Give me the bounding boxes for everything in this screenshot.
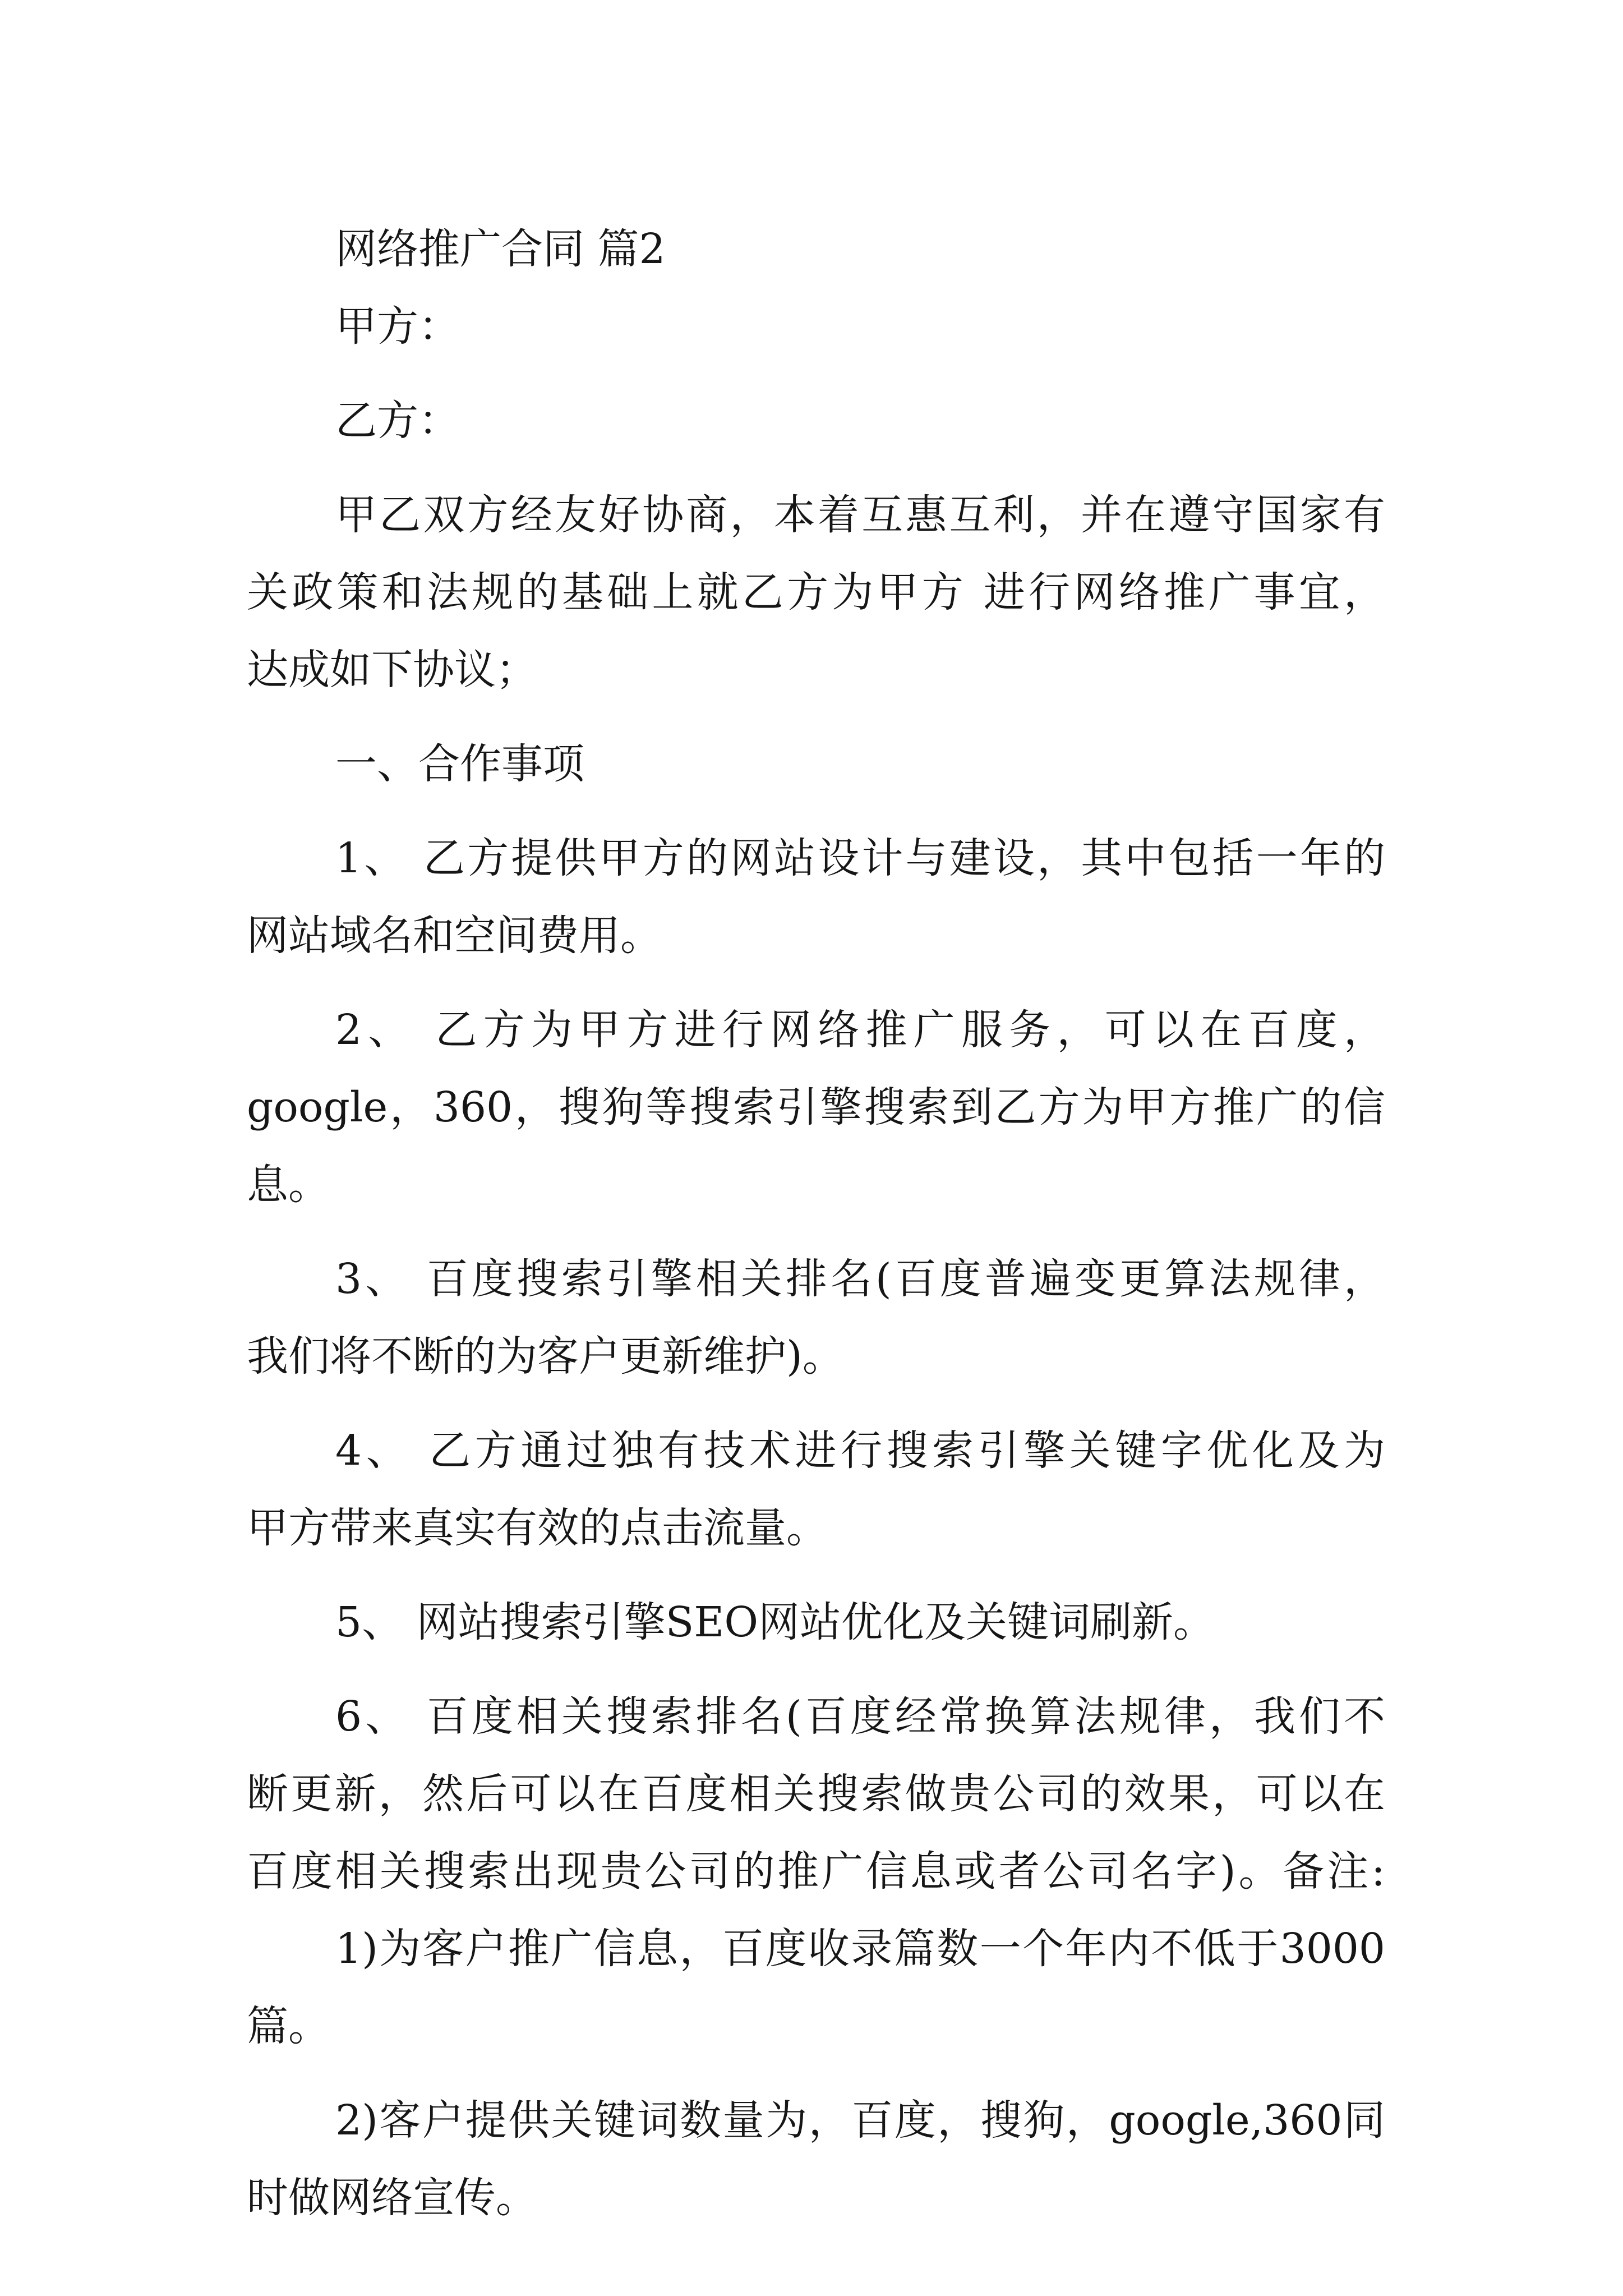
intro-line: 关政策和法规的基础上就乙方为甲方 进行网络推广事宜， xyxy=(247,568,1385,616)
note-item-line: 篇。 xyxy=(247,2002,330,2050)
list-item-line: 网站域名和空间费用。 xyxy=(247,912,662,960)
document-title: 网络推广合同 篇2 xyxy=(335,225,666,273)
list-item-line: 6、 百度相关搜索排名(百度经常换算法规律，我们不 xyxy=(335,1692,1385,1741)
party-b-label: 乙方： xyxy=(335,397,460,445)
list-item-line: 2、 乙方为甲方进行网络推广服务，可以在百度， xyxy=(335,1006,1385,1054)
intro-line: 甲乙双方经友好协商，本着互惠互利，并在遵守国家有 xyxy=(335,491,1385,539)
list-item-line: 4、 乙方通过独有技术进行搜索引擎关键字优化及为 xyxy=(335,1427,1385,1475)
section-heading: 一、合作事项 xyxy=(335,740,584,788)
list-item-line: 断更新，然后可以在百度相关搜索做贵公司的效果，可以在 xyxy=(247,1770,1385,1818)
list-item xyxy=(247,820,1385,974)
list-item-line: 3、 百度搜索引擎相关排名(百度普遍变更算法规律， xyxy=(335,1255,1385,1303)
list-item xyxy=(247,1412,1385,1567)
list-item-line: 百度相关搜索出现贵公司的推广信息或者公司名字)。备注: xyxy=(247,1847,1385,1895)
list-item-line: 5、 网站搜索引擎SEO网站优化及关键词刷新。 xyxy=(335,1598,1215,1646)
list-item-line: google，360，搜狗等搜索引擎搜索到乙方为甲方推广的信 xyxy=(247,1083,1385,1131)
note-item xyxy=(247,2082,1385,2237)
note-item-line: 时做网络宣传。 xyxy=(247,2174,537,2222)
list-item-line: 息。 xyxy=(247,1161,330,1209)
note-item-line: 1)为客户推广信息，百度收录篇数一个年内不低于3000 xyxy=(335,1925,1385,1973)
note-item-line: 2)客户提供关键词数量为，百度，搜狗，google,360同 xyxy=(335,2096,1385,2145)
list-item-line: 1、 乙方提供甲方的网站设计与建设，其中包括一年的 xyxy=(335,834,1385,882)
party-a-label: 甲方： xyxy=(335,302,460,351)
list-item-line: 甲方带来真实有效的点击流量。 xyxy=(247,1504,828,1552)
intro-paragraph xyxy=(247,476,1385,708)
list-item-line: 我们将不断的为客户更新维护)。 xyxy=(247,1332,844,1381)
intro-line: 达成如下协议； xyxy=(247,646,537,694)
list-item xyxy=(247,1678,1385,1910)
list-item xyxy=(247,991,1385,1223)
list-item xyxy=(247,1240,1385,1395)
note-item xyxy=(247,1910,1385,2065)
document-body xyxy=(247,210,1385,2237)
list-item xyxy=(247,1584,1385,1661)
